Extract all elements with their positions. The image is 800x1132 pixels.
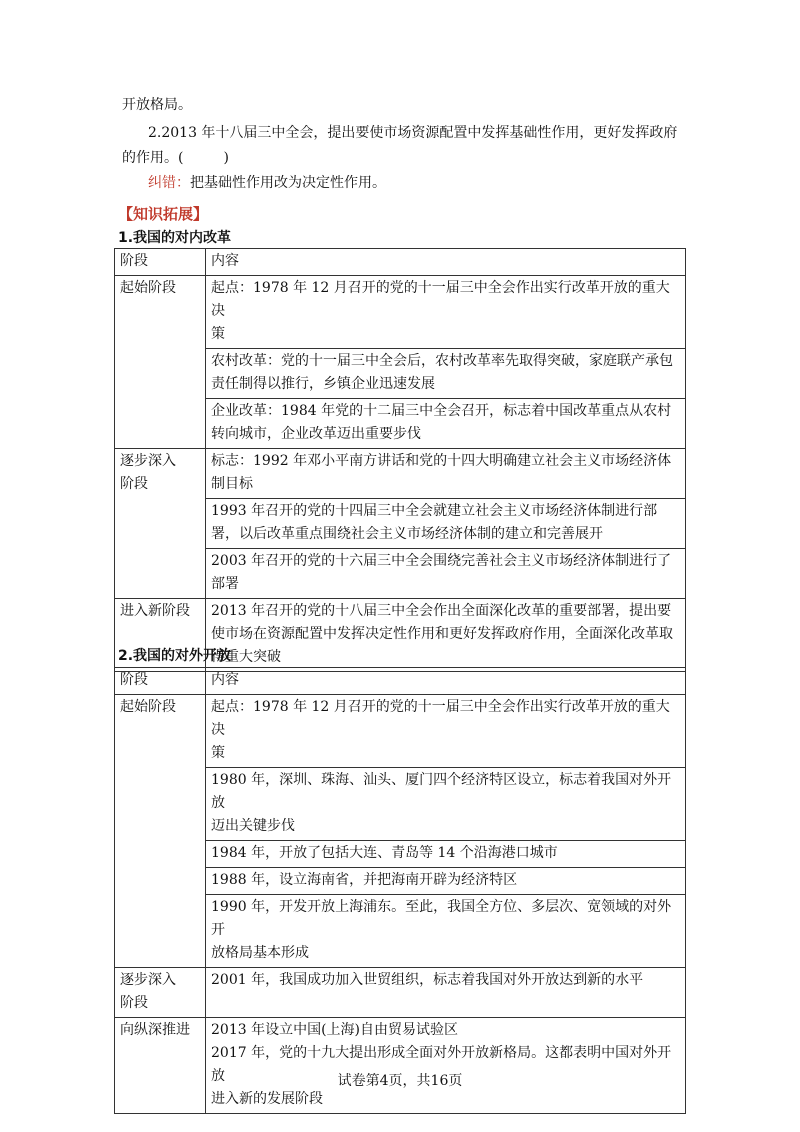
content-cell — [206, 549, 686, 599]
content-cell — [206, 968, 686, 1018]
content-line: 策 — [211, 745, 225, 761]
content-line: 企业改革：1984 年党的十二届三中全会召开，标志着中国改革重点从农村 — [211, 403, 672, 419]
page-footer: 试卷第4页，共16页 — [337, 1073, 463, 1089]
correction-line — [148, 171, 386, 195]
question-2-line-1: 2.2013 年十八届三中全会，提出要使市场资源配置中发挥基础性作用，更好发挥政府 — [148, 125, 678, 141]
content-line: 制目标 — [211, 476, 253, 492]
content-cell — [206, 895, 686, 968]
content-line: 1988 年，设立海南省，并把海南开辟为经济特区 — [211, 872, 518, 888]
content-cell — [206, 499, 686, 549]
header-content: 内容 — [206, 249, 686, 276]
stage-label: 向纵深推进 — [120, 1022, 190, 1038]
content-line: 放格局基本形成 — [211, 945, 309, 961]
content-cell — [206, 449, 686, 499]
content-line: 责任制得以推行，乡镇企业迅速发展 — [211, 376, 435, 392]
table-header-row — [115, 668, 686, 695]
stage-cell — [115, 449, 206, 599]
content-line: 署，以后改革重点围绕社会主义市场经济体制的建立和完善展开 — [211, 526, 603, 542]
content-cell — [206, 349, 686, 399]
header-stage: 阶段 — [115, 668, 206, 695]
table-1-title: 1.我国的对内改革 — [118, 230, 232, 246]
content-line: 迈出关键步伐 — [211, 818, 295, 834]
table-domestic-reform — [114, 248, 686, 672]
content-line: 2001 年，我国成功加入世贸组织，标志着我国对外开放达到新的水平 — [211, 972, 644, 988]
content-cell — [206, 399, 686, 449]
content-line: 1993 年召开的党的十四届三中全会就建立社会主义市场经济体制进行部 — [211, 503, 658, 519]
content-line: 标志：1992 年邓小平南方讲话和党的十四大明确建立社会主义市场经济体 — [211, 453, 672, 469]
correction-text: 把基础性作用改为决定性作用。 — [190, 175, 386, 191]
content-line: 转向城市，企业改革迈出重要步伐 — [211, 426, 421, 442]
content-line: 进入新的发展阶段 — [211, 1091, 323, 1107]
table-2-title: 2.我国的对外开放 — [118, 648, 232, 664]
stage-cell — [115, 968, 206, 1018]
content-cell — [206, 695, 686, 768]
content-line: 2003 年召开的党的十六届三中全会围绕完善社会主义市场经济体制进行了 — [211, 553, 672, 569]
table-row — [115, 695, 686, 768]
content-line: 2013 年召开的党的十八届三中全会作出全面深化改革的重要部署，提出要 — [211, 603, 672, 619]
section-header: 【知识拓展】 — [118, 205, 209, 223]
correction-label: 纠错： — [148, 175, 190, 191]
stage-label: 起始阶段 — [120, 280, 176, 296]
content-line: 2013 年设立中国(上海)自由贸易试验区 — [211, 1022, 459, 1038]
table-header-row — [115, 249, 686, 276]
content-line: 使市场在资源配置中发挥决定性作用和更好发挥政府作用，全面深化改革取 — [211, 626, 673, 642]
content-line: 1980 年，深圳、珠海、汕头、厦门四个经济特区设立，标志着我国对外开放 — [211, 772, 672, 811]
content-line: 起点：1978 年 12 月召开的党的十一届三中全会作出实行改革开放的重大决 — [211, 699, 670, 738]
content-cell — [206, 841, 686, 868]
content-line: 2017 年，党的十九大提出形成全面对外开放新格局。这都表明中国对外开放 — [211, 1045, 672, 1084]
intro-line: 开放格局。 — [122, 97, 192, 113]
content-line: 部署 — [211, 576, 239, 592]
table-row — [115, 1018, 686, 1114]
header-content: 内容 — [206, 668, 686, 695]
content-cell — [206, 599, 686, 672]
stage-label: 起始阶段 — [120, 699, 176, 715]
content-line: 1990 年，开发开放上海浦东。至此，我国全方位、多层次、宽领域的对外开 — [211, 899, 672, 938]
stage-cell — [115, 1018, 206, 1114]
content-line: 1984 年，开放了包括大连、青岛等 14 个沿海港口城市 — [211, 845, 558, 861]
table-row — [115, 449, 686, 499]
content-cell — [206, 1018, 686, 1114]
stage-label: 阶段 — [120, 995, 148, 1011]
question-2-line-2: 的作用。( ) — [122, 150, 229, 166]
stage-cell — [115, 695, 206, 968]
stage-label: 逐步深入 — [120, 453, 176, 469]
content-line: 策 — [211, 326, 225, 342]
content-line: 得重大突破 — [211, 649, 281, 665]
content-cell — [206, 276, 686, 349]
content-cell — [206, 768, 686, 841]
header-stage: 阶段 — [115, 249, 206, 276]
content-line: 起点：1978 年 12 月召开的党的十一届三中全会作出实行改革开放的重大决 — [211, 280, 670, 319]
table-row — [115, 276, 686, 349]
stage-cell — [115, 276, 206, 449]
table-opening-up — [114, 667, 686, 1114]
table-row — [115, 968, 686, 1018]
stage-label: 阶段 — [120, 476, 148, 492]
content-line: 农村改革：党的十一届三中全会后，农村改革率先取得突破，家庭联产承包 — [211, 353, 673, 369]
stage-label: 逐步深入 — [120, 972, 176, 988]
stage-label: 进入新阶段 — [120, 603, 190, 619]
content-cell — [206, 868, 686, 895]
